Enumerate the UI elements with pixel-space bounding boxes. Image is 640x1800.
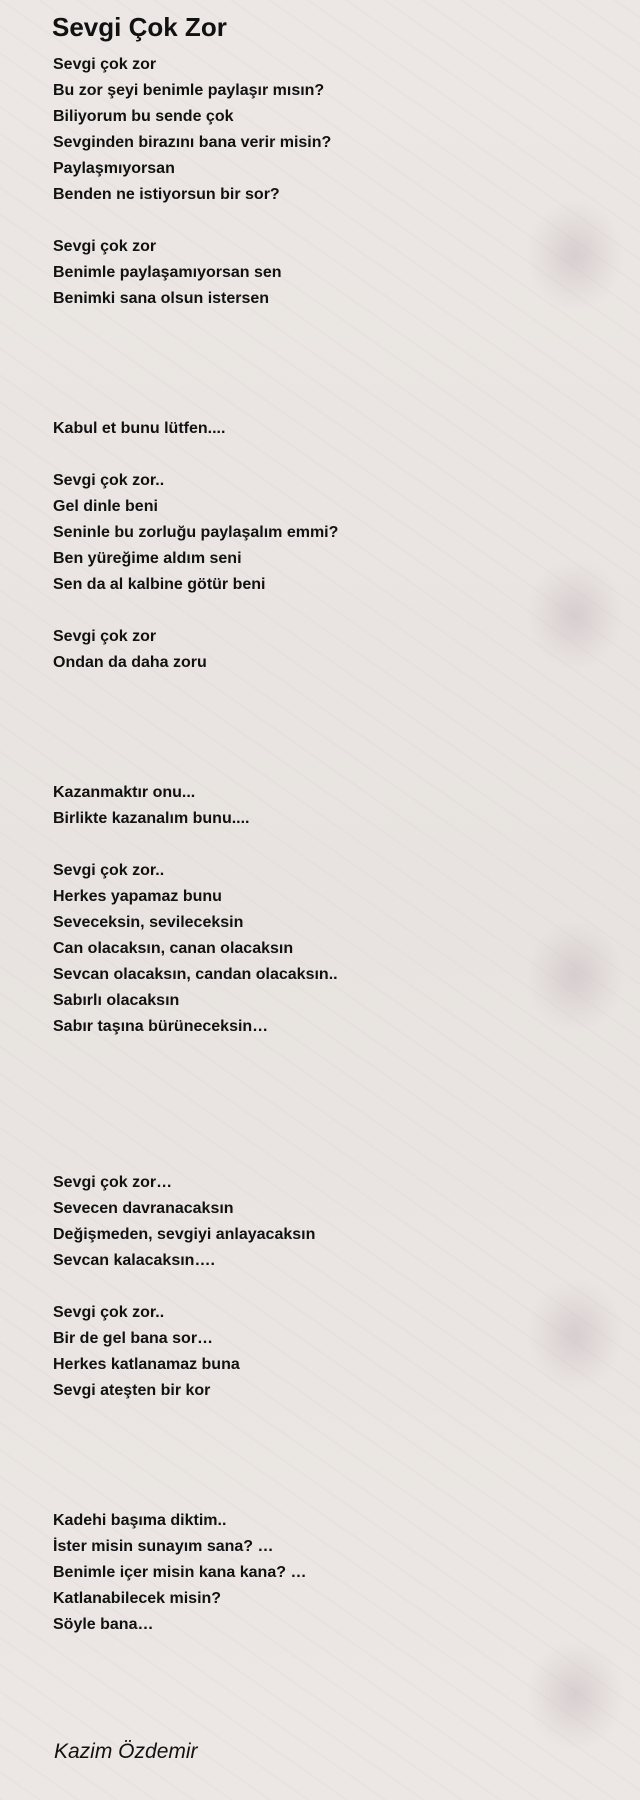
poem-blank-line xyxy=(53,390,613,416)
poem-line: Birlikte kazanalım bunu.... xyxy=(53,810,250,827)
poem-line: Ondan da daha zoru xyxy=(53,654,207,671)
poem-line: Sevgi çok zor… xyxy=(53,1174,173,1191)
poem-line: Değişmeden, sevgiyi anlayacaksın xyxy=(53,1226,316,1243)
poem-line: Seveceksin, sevileceksin xyxy=(53,914,244,931)
poem-line: İster misin sunayım sana? … xyxy=(53,1538,274,1555)
poem-blank-line xyxy=(53,598,613,624)
poem-line: Bir de gel bana sor… xyxy=(53,1330,214,1347)
poem-line: Sevgi çok zor.. xyxy=(53,862,165,879)
poem-line: Sevginden birazını bana verir misin? xyxy=(53,134,332,151)
poem-blank-line xyxy=(53,1066,613,1092)
poem-blank-line xyxy=(53,1430,613,1456)
poem-blank-line xyxy=(53,312,613,338)
poem-line: Gel dinle beni xyxy=(53,498,158,515)
poem-title: Sevgi Çok Zor xyxy=(52,12,227,42)
poem-line: Sevgi çok zor xyxy=(53,56,157,73)
poem-line: Bu zor şeyi benimle paylaşır mısın? xyxy=(53,82,325,99)
poem-line: Herkes katlanamaz buna xyxy=(53,1356,240,1373)
poem-blank-line xyxy=(53,702,613,728)
poem-blank-line xyxy=(53,1482,613,1508)
poem-line: Sevgi çok zor.. xyxy=(53,1304,165,1321)
poem-line: Sevecen davranacaksın xyxy=(53,1200,234,1217)
poem-blank-line xyxy=(53,832,613,858)
poem-blank-line xyxy=(53,1456,613,1482)
poem-line: Sevcan kalacaksın…. xyxy=(53,1252,215,1269)
poem-line: Söyle bana… xyxy=(53,1616,154,1633)
poem-line: Sevgi çok zor xyxy=(53,238,157,255)
poem-blank-line xyxy=(53,1404,613,1430)
poem-line: Sevcan olacaksın, candan olacaksın.. xyxy=(53,966,338,983)
poem-line: Kazanmaktır onu... xyxy=(53,784,196,801)
poem-line: Sabır taşına bürüneceksin… xyxy=(53,1018,269,1035)
poem-line: Benimle içer misin kana kana? … xyxy=(53,1564,307,1581)
poem-line: Kadehi başıma diktim.. xyxy=(53,1512,227,1529)
poem-line: Sen da al kalbine götür beni xyxy=(53,576,266,593)
poem-line: Ben yüreğime aldım seni xyxy=(53,550,242,567)
poem-blank-line xyxy=(53,364,613,390)
poem-line: Can olacaksın, canan olacaksın xyxy=(53,940,294,957)
poem-line: Kabul et bunu lütfen.... xyxy=(53,420,226,437)
poem-blank-line xyxy=(53,1040,613,1066)
poem-blank-line xyxy=(53,754,613,780)
poem-line: Biliyorum bu sende çok xyxy=(53,108,234,125)
poem-line: Sevgi çok zor xyxy=(53,628,157,645)
poem-author: Kazim Özdemir xyxy=(54,1740,198,1763)
poem-blank-line xyxy=(53,1092,613,1118)
poem-line: Sevgi ateşten bir kor xyxy=(53,1382,211,1399)
poem-line: Herkes yapamaz bunu xyxy=(53,888,222,905)
poem-line: Katlanabilecek misin? xyxy=(53,1590,222,1607)
poem-line: Benimki sana olsun istersen xyxy=(53,290,270,307)
poem-body xyxy=(53,52,613,1638)
poem-blank-line xyxy=(53,208,613,234)
poem-line: Seninle bu zorluğu paylaşalım emmi? xyxy=(53,524,339,541)
poem-line: Benden ne istiyorsun bir sor? xyxy=(53,186,280,203)
poem-blank-line xyxy=(53,338,613,364)
poem-blank-line xyxy=(53,442,613,468)
poem-line: Paylaşmıyorsan xyxy=(53,160,175,177)
poem-line: Benimle paylaşamıyorsan sen xyxy=(53,264,282,281)
poem-blank-line xyxy=(53,1118,613,1144)
poem-line: Sevgi çok zor.. xyxy=(53,472,165,489)
poem-blank-line xyxy=(53,676,613,702)
poem-blank-line xyxy=(53,728,613,754)
poem-line: Sabırlı olacaksın xyxy=(53,992,180,1009)
poem-blank-line xyxy=(53,1274,613,1300)
poem-blank-line xyxy=(53,1144,613,1170)
